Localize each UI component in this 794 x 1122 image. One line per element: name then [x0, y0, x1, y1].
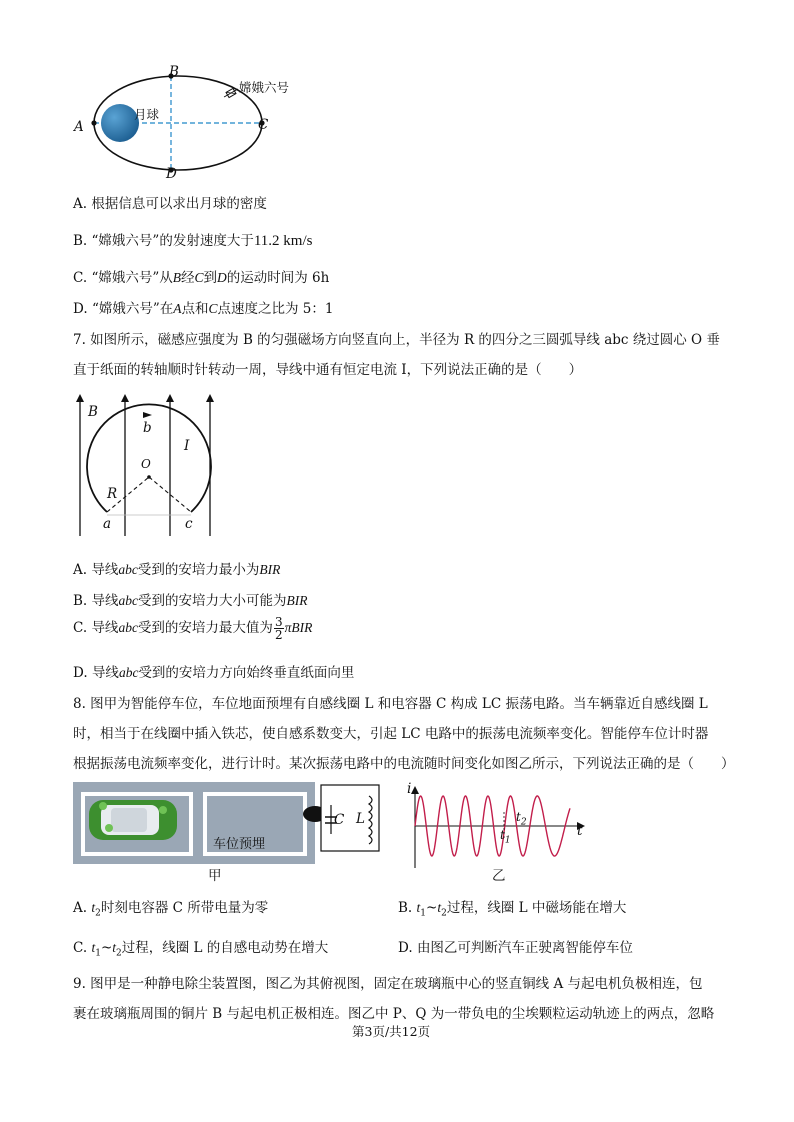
oscillation-current-graph: [400, 782, 595, 872]
q8-stem-line2: 时，相当于在线圈中插入铁芯，使自感系数变大，引起 LC 电路中的振荡电流频率变化。智能停车位计时器: [73, 726, 709, 742]
q8-option-b: B. $t_1\sim t_2$过程，线圈 L 中磁场能在增大: [398, 900, 627, 919]
q7-option-d: D. 导线abc受到的安培力方向始终垂直纸面向里: [73, 665, 355, 681]
spacecraft-icon: [223, 86, 240, 99]
moon-label: 月球: [134, 107, 160, 122]
figure-jia-caption: 甲: [208, 868, 222, 884]
parking-embed-label: 车位预埋: [213, 837, 266, 852]
q7-label-b-point: b: [143, 420, 152, 436]
q7-label-a: a: [103, 516, 112, 532]
q7-label-b-field: B: [88, 404, 98, 420]
q8-stem-line3: 根据振荡电流频率变化，进行计时。某次振荡电路中的电流随时间变化如图乙所示，下列说法正确的是（ ）: [73, 756, 735, 772]
q8-option-c: C. $t_1\sim t_2$过程，线圈 L 的自感电动势在增大: [73, 940, 329, 959]
q7-label-o: O: [141, 457, 151, 471]
q7-option-a: A. 导线abc受到的安培力最小为BIR: [73, 562, 281, 578]
fraction-3-2: $\frac{3}{2}$: [274, 615, 283, 642]
q7-label-r: R: [107, 486, 118, 502]
orbit-label-a: A: [74, 119, 84, 135]
page-footer: 第3页/共12页: [352, 1024, 431, 1039]
orbit-label-c: C: [258, 117, 269, 133]
q6-option-c: C. “嫦娥六号”从B经C到D的运动时间为 6h: [73, 270, 330, 286]
q8-option-a: A. $t_2$时刻电容器 C 所带电量为零: [73, 900, 269, 919]
inductor-label: L: [356, 811, 365, 827]
q7-stem-line1: 7. 如图所示，磁感应强度为 B 的匀强磁场方向竖直向上，半径为 R 的四分之三圆弧导线 abc 绕过圆心 O 垂: [73, 332, 720, 348]
q8-option-d: D. 由图乙可判断汽车正驶离智能停车位: [398, 940, 633, 956]
q9-stem-line1: 9. 图甲是一种静电除尘装置图，图乙为其俯视图，固定在玻璃瓶中心的竖直铜线 A 与起电机负极相连，包: [73, 976, 703, 992]
q7-label-current: I: [184, 438, 190, 454]
q7-stem-line2: 直于纸面的转轴顺时针转动一周，导线中通有恒定电流 I，下列说法正确的是（ ）: [73, 362, 583, 378]
q6-option-d: D. “嫦娥六号”在A点和C点速度之比为 5：1: [73, 301, 334, 317]
spacecraft-label: 嫦娥六号: [239, 80, 290, 95]
q7-option-c: C. 导线abc受到的安培力最大值为 $\frac{3}{2}$ πBIR: [73, 615, 313, 642]
q6-option-b: B. “嫦娥六号”的发射速度大于11.2 km/s: [73, 233, 313, 249]
graph-axis-t: t: [577, 823, 583, 839]
car-icon: [89, 800, 177, 840]
q8-stem-line1: 8. 图甲为智能停车位，车位地面预埋有自感线圈 L 和电容器 C 构成 LC 振荡电路。当车辆靠近自感线圈 L: [73, 696, 708, 712]
q9-stem-line2: 裹在玻璃瓶周围的铜片 B 与起电机正极相连。图乙中 P、Q 为一带负电的尘埃颗粒运动轨迹上的两点，忽略: [73, 1006, 715, 1022]
graph-label-t1: $t_1$: [500, 828, 511, 846]
graph-axis-i: i: [407, 781, 412, 797]
graph-label-t2: $t_2$: [516, 810, 527, 828]
q7-option-b: B. 导线abc受到的安培力大小可能为BIR: [73, 593, 308, 609]
figure-yi-caption: 乙: [492, 868, 506, 884]
orbit-label-b: B: [169, 64, 179, 80]
orbit-label-d: D: [166, 166, 177, 182]
capacitor-label: C: [334, 812, 345, 828]
q6-option-a: A. 根据信息可以求出月球的密度: [73, 196, 267, 212]
q7-label-c: c: [185, 516, 193, 532]
